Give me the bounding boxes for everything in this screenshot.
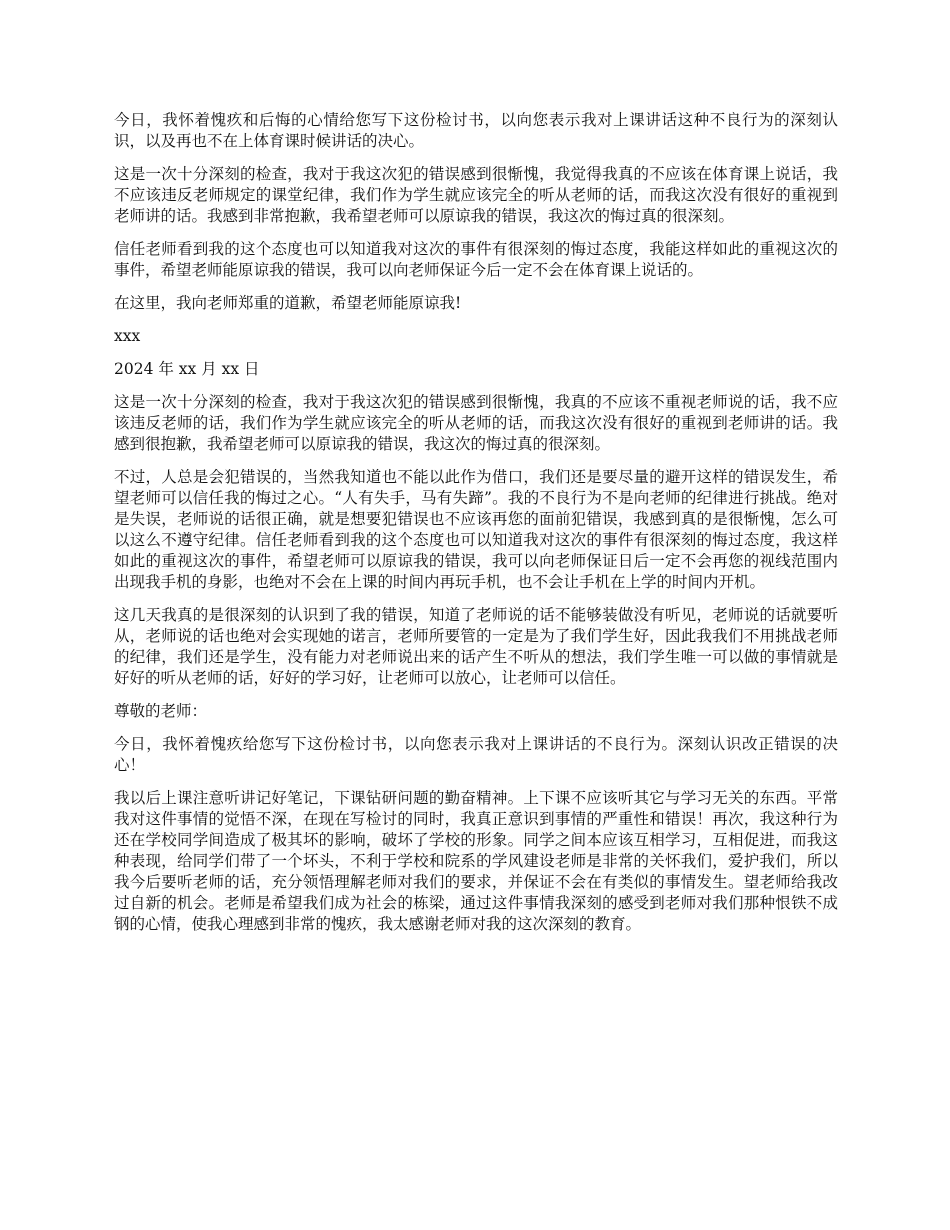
paragraph-intro-2: 今日，我怀着愧疚给您写下这份检讨书，以向您表示我对上课讲话的不良行为。深刻认识改正错误的决心！	[114, 735, 838, 774]
paragraph-reflection: 这是一次十分深刻的检查，我对于我这次犯的错误感到很惭愧，我觉得我真的不应该在体育课上说话，我不应该违反老师规定的课堂纪律，我们作为学生就应该完全的听从老师的话，而我这次没有很好的重视到老师讲的话。我感到非常抱歉，我希望老师可以原谅我的错误，我这次的悔过真的很深刻。	[114, 165, 838, 225]
paragraph-intro: 今日，我怀着愧疚和后悔的心情给您写下这份检讨书，以向您表示我对上课讲话这种不良行为的深刻认识，以及再也不在上体育课时候讲话的决心。	[114, 111, 838, 150]
signature-date: 2024 年 xx 月 xx 日	[114, 360, 260, 378]
paragraph-apology: 在这里，我向老师郑重的道歉，希望老师能原谅我!	[114, 294, 462, 312]
paragraph-reflection-2: 这是一次十分深刻的检查，我对于我这次犯的错误感到很惭愧，我真的不应该不重视老师说的话，我不应该违反老师的话，我们作为学生就应该完全的听从老师的话，而我这次没有很好的重视到老师讲的话。我感到很抱歉，我希望老师可以原谅我的错误，我这次的悔过真的很深刻。	[114, 393, 838, 453]
paragraph-recognition: 这几天我真的是很深刻的认识到了我的错误，知道了老师说的话不能够装做没有听见，老师说的话就要听从，老师说的话也绝对会实现她的诺言，老师所要管的一定是为了我们学生好，因此我我们不用挑战老师的纪律，我们还是学生，没有能力对老师说出来的话产生不听从的想法，我们学生唯一可以做的事情就是好好的听从老师的话，好好的学习好，让老师可以放心，让老师可以信任。	[114, 606, 838, 687]
paragraph-trust: 信任老师看到我的这个态度也可以知道我对这次的事件有很深刻的悔过态度，我能这样如此的重视这次的事件，希望老师能原谅我的错误，我可以向老师保证今后一定不会在体育课上说话的。	[114, 240, 838, 279]
paragraph-mistake: 不过，人总是会犯错误的，当然我知道也不能以此作为借口，我们还是要尽量的避开这样的错误发生，希望老师可以信任我的悔过之心。“人有失手，马有失蹄”。我的不良行为不是向老师的纪律进行挑战。绝对是失误，老师说的话很正确，就是想要犯错误也不应该再您的面前犯错误，我感到真的是很惭愧，怎么可以这么不遵守纪律。信任老师看到我的这个态度也可以知道我对这次的事件有很深刻的悔过态度，我这样如此的重视这次的事件，希望老师可以原谅我的错误，我可以向老师保证日后一定不会再您的视线范围内出现我手机的身影，也绝对不会在上课的时间内再玩手机，也不会让手机在上学的时间内开机。	[114, 468, 838, 591]
paragraph-commitment: 我以后上课注意听讲记好笔记，下课钻研问题的勤奋精神。上下课不应该听其它与学习无关的东西。平常我对这件事情的觉悟不深，在现在写检讨的同时，我真正意识到事情的严重性和错误！再次，我这种行为还在学校同学间造成了极其坏的影响，破坏了学校的形象。同学之间本应该互相学习，互相促进，而我这种表现，给同学们带了一个坏头，不利于学校和院系的学风建设老师是非常的关怀我们，爱护我们，所以我今后要听老师的话，充分领悟理解老师对我们的要求，并保证不会在有类似的事情发生。望老师给我改过自新的机会。老师是希望我们成为社会的栋梁，通过这件事情我深刻的感受到老师对我们那种恨铁不成钢的心情，使我心理感到非常的愧疚，我太感谢老师对我的这次深刻的教育。	[114, 789, 838, 933]
document-body	[114, 110, 838, 947]
signature-name: xxx	[114, 327, 141, 345]
salutation: 尊敬的老师：	[114, 702, 208, 720]
